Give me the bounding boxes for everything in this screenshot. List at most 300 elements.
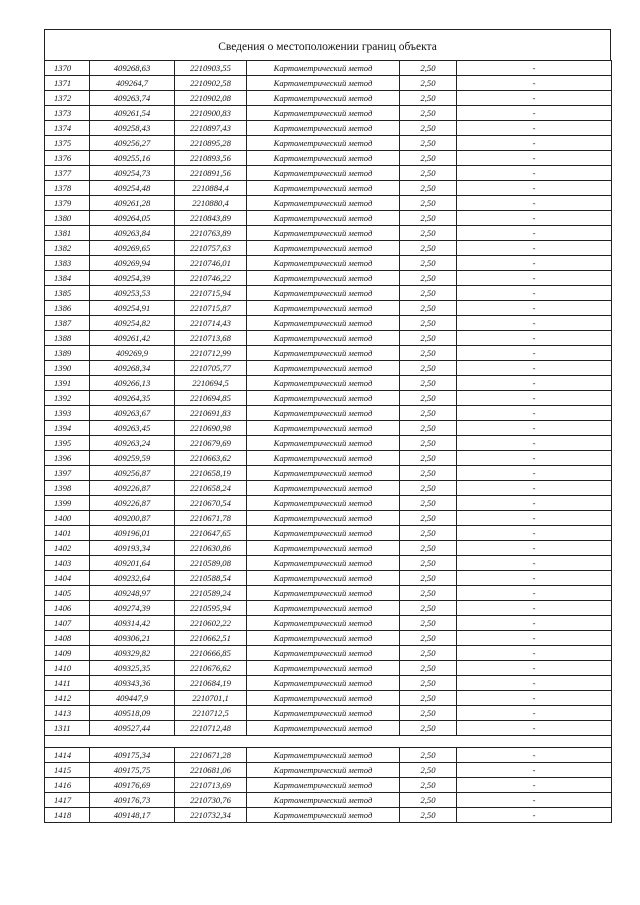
method-cell: Картометрический метод [247,541,400,556]
table-row [45,301,612,316]
x-coordinate-cell: 409196,01 [90,526,175,541]
point-number-cell: 1311 [45,721,90,736]
table-row [45,496,612,511]
x-coordinate-cell: 409176,69 [90,778,175,793]
description-cell: - [457,166,612,181]
method-cell: Картометрический метод [247,196,400,211]
table-row [45,211,612,226]
point-number-cell: 1397 [45,466,90,481]
x-coordinate-cell: 409226,87 [90,481,175,496]
y-coordinate-cell: 2210712,99 [175,346,247,361]
x-coordinate-cell: 409263,24 [90,436,175,451]
point-number-cell: 1402 [45,541,90,556]
method-cell: Картометрический метод [247,631,400,646]
x-coordinate-cell: 409263,45 [90,421,175,436]
accuracy-cell: 2,50 [400,763,457,778]
table-row [45,151,612,166]
table-row [45,346,612,361]
y-coordinate-cell: 2210903,55 [175,61,247,76]
description-cell: - [457,526,612,541]
x-coordinate-cell: 409254,39 [90,271,175,286]
accuracy-cell: 2,50 [400,778,457,793]
accuracy-cell: 2,50 [400,601,457,616]
point-number-cell: 1388 [45,331,90,346]
y-coordinate-cell: 2210694,5 [175,376,247,391]
method-cell: Картометрический метод [247,808,400,823]
x-coordinate-cell: 409254,48 [90,181,175,196]
y-coordinate-cell: 2210588,54 [175,571,247,586]
point-number-cell: 1409 [45,646,90,661]
method-cell: Картометрический метод [247,778,400,793]
accuracy-cell: 2,50 [400,166,457,181]
y-coordinate-cell: 2210647,65 [175,526,247,541]
method-cell: Картометрический метод [247,481,400,496]
accuracy-cell: 2,50 [400,748,457,763]
description-cell: - [457,406,612,421]
y-coordinate-cell: 2210658,24 [175,481,247,496]
point-number-cell: 1386 [45,301,90,316]
accuracy-cell: 2,50 [400,361,457,376]
description-cell: - [457,748,612,763]
method-cell: Картометрический метод [247,511,400,526]
accuracy-cell: 2,50 [400,406,457,421]
table-row [45,166,612,181]
point-number-cell: 1405 [45,586,90,601]
x-coordinate-cell: 409263,84 [90,226,175,241]
description-cell: - [457,721,612,736]
accuracy-cell: 2,50 [400,646,457,661]
y-coordinate-cell: 2210891,56 [175,166,247,181]
table-row [45,691,612,706]
point-number-cell: 1384 [45,271,90,286]
method-cell: Картометрический метод [247,526,400,541]
y-coordinate-cell: 2210679,69 [175,436,247,451]
table-row [45,748,612,763]
table-row [45,793,612,808]
description-cell: - [457,61,612,76]
y-coordinate-cell: 2210884,4 [175,181,247,196]
accuracy-cell: 2,50 [400,61,457,76]
table-row [45,106,612,121]
method-cell: Картометрический метод [247,466,400,481]
x-coordinate-cell: 409175,75 [90,763,175,778]
method-cell: Картометрический метод [247,421,400,436]
accuracy-cell: 2,50 [400,661,457,676]
method-cell: Картометрический метод [247,151,400,166]
point-number-cell: 1379 [45,196,90,211]
method-cell: Картометрический метод [247,793,400,808]
description-cell: - [457,76,612,91]
x-coordinate-cell: 409269,9 [90,346,175,361]
accuracy-cell: 2,50 [400,211,457,226]
description-cell: - [457,136,612,151]
description-cell: - [457,286,612,301]
method-cell: Картометрический метод [247,721,400,736]
point-number-cell: 1403 [45,556,90,571]
table-row [45,406,612,421]
y-coordinate-cell: 2210902,58 [175,76,247,91]
x-coordinate-cell: 409263,74 [90,91,175,106]
x-coordinate-cell: 409254,82 [90,316,175,331]
point-number-cell: 1414 [45,748,90,763]
description-cell: - [457,91,612,106]
table-title: Сведения о местоположении границ объекта [44,29,611,60]
x-coordinate-cell: 409264,05 [90,211,175,226]
method-cell: Картометрический метод [247,451,400,466]
description-cell: - [457,376,612,391]
y-coordinate-cell: 2210691,83 [175,406,247,421]
y-coordinate-cell: 2210713,68 [175,331,247,346]
x-coordinate-cell: 409176,73 [90,793,175,808]
description-cell: - [457,541,612,556]
table-row [45,706,612,721]
description-cell: - [457,151,612,166]
accuracy-cell: 2,50 [400,331,457,346]
x-coordinate-cell: 409261,54 [90,106,175,121]
y-coordinate-cell: 2210893,56 [175,151,247,166]
y-coordinate-cell: 2210715,87 [175,301,247,316]
x-coordinate-cell: 409226,87 [90,496,175,511]
table-row [45,91,612,106]
method-cell: Картометрический метод [247,181,400,196]
table-row [45,808,612,823]
x-coordinate-cell: 409193,34 [90,541,175,556]
x-coordinate-cell: 409256,87 [90,466,175,481]
table-row [45,451,612,466]
y-coordinate-cell: 2210714,43 [175,316,247,331]
accuracy-cell: 2,50 [400,511,457,526]
point-number-cell: 1372 [45,91,90,106]
method-cell: Картометрический метод [247,763,400,778]
y-coordinate-cell: 2210900,83 [175,106,247,121]
point-number-cell: 1383 [45,256,90,271]
table-row [45,136,612,151]
point-number-cell: 1410 [45,661,90,676]
section-gap-row [45,736,612,748]
x-coordinate-cell: 409269,94 [90,256,175,271]
method-cell: Картометрический метод [247,706,400,721]
accuracy-cell: 2,50 [400,571,457,586]
table-row [45,421,612,436]
accuracy-cell: 2,50 [400,301,457,316]
accuracy-cell: 2,50 [400,526,457,541]
x-coordinate-cell: 409518,09 [90,706,175,721]
point-number-cell: 1375 [45,136,90,151]
y-coordinate-cell: 2210730,76 [175,793,247,808]
x-coordinate-cell: 409329,82 [90,646,175,661]
table-row [45,586,612,601]
method-cell: Картометрический метод [247,136,400,151]
point-number-cell: 1407 [45,616,90,631]
method-cell: Картометрический метод [247,748,400,763]
table-row [45,511,612,526]
method-cell: Картометрический метод [247,586,400,601]
y-coordinate-cell: 2210589,24 [175,586,247,601]
x-coordinate-cell: 409266,13 [90,376,175,391]
point-number-cell: 1408 [45,631,90,646]
table-row [45,541,612,556]
accuracy-cell: 2,50 [400,616,457,631]
method-cell: Картометрический метод [247,241,400,256]
accuracy-cell: 2,50 [400,256,457,271]
description-cell: - [457,631,612,646]
accuracy-cell: 2,50 [400,76,457,91]
point-number-cell: 1385 [45,286,90,301]
accuracy-cell: 2,50 [400,241,457,256]
method-cell: Картометрический метод [247,256,400,271]
accuracy-cell: 2,50 [400,91,457,106]
y-coordinate-cell: 2210595,94 [175,601,247,616]
point-number-cell: 1404 [45,571,90,586]
x-coordinate-cell: 409258,43 [90,121,175,136]
y-coordinate-cell: 2210589,08 [175,556,247,571]
coordinates-table [44,60,612,823]
x-coordinate-cell: 409255,16 [90,151,175,166]
point-number-cell: 1373 [45,106,90,121]
method-cell: Картометрический метод [247,391,400,406]
description-cell: - [457,496,612,511]
table-row [45,241,612,256]
description-cell: - [457,256,612,271]
table-row [45,286,612,301]
accuracy-cell: 2,50 [400,586,457,601]
description-cell: - [457,226,612,241]
y-coordinate-cell: 2210670,54 [175,496,247,511]
table-row [45,331,612,346]
method-cell: Картометрический метод [247,91,400,106]
description-cell: - [457,778,612,793]
accuracy-cell: 2,50 [400,706,457,721]
description-cell: - [457,763,612,778]
table-row [45,361,612,376]
method-cell: Картометрический метод [247,676,400,691]
y-coordinate-cell: 2210663,62 [175,451,247,466]
method-cell: Картометрический метод [247,61,400,76]
description-cell: - [457,646,612,661]
method-cell: Картометрический метод [247,556,400,571]
description-cell: - [457,331,612,346]
point-number-cell: 1392 [45,391,90,406]
y-coordinate-cell: 2210746,01 [175,256,247,271]
x-coordinate-cell: 409175,34 [90,748,175,763]
point-number-cell: 1387 [45,316,90,331]
table-row [45,571,612,586]
x-coordinate-cell: 409274,39 [90,601,175,616]
description-cell: - [457,571,612,586]
accuracy-cell: 2,50 [400,121,457,136]
table-row [45,676,612,691]
table-row [45,526,612,541]
point-number-cell: 1400 [45,511,90,526]
method-cell: Картометрический метод [247,691,400,706]
x-coordinate-cell: 409264,35 [90,391,175,406]
description-cell: - [457,271,612,286]
table-row [45,316,612,331]
description-cell: - [457,616,612,631]
point-number-cell: 1378 [45,181,90,196]
accuracy-cell: 2,50 [400,151,457,166]
point-number-cell: 1418 [45,808,90,823]
method-cell: Картометрический метод [247,346,400,361]
accuracy-cell: 2,50 [400,196,457,211]
accuracy-cell: 2,50 [400,676,457,691]
table-row [45,556,612,571]
table-row [45,256,612,271]
description-cell: - [457,481,612,496]
x-coordinate-cell: 409253,53 [90,286,175,301]
description-cell: - [457,211,612,226]
description-cell: - [457,196,612,211]
point-number-cell: 1377 [45,166,90,181]
point-number-cell: 1406 [45,601,90,616]
document [44,29,611,823]
description-cell: - [457,511,612,526]
method-cell: Картометрический метод [247,211,400,226]
method-cell: Картометрический метод [247,646,400,661]
x-coordinate-cell: 409447,9 [90,691,175,706]
x-coordinate-cell: 409200,87 [90,511,175,526]
y-coordinate-cell: 2210671,78 [175,511,247,526]
point-number-cell: 1376 [45,151,90,166]
table-row [45,466,612,481]
point-number-cell: 1396 [45,451,90,466]
accuracy-cell: 2,50 [400,436,457,451]
x-coordinate-cell: 409269,65 [90,241,175,256]
y-coordinate-cell: 2210694,85 [175,391,247,406]
point-number-cell: 1398 [45,481,90,496]
description-cell: - [457,241,612,256]
table-row [45,61,612,76]
description-cell: - [457,301,612,316]
accuracy-cell: 2,50 [400,721,457,736]
x-coordinate-cell: 409261,42 [90,331,175,346]
table-row [45,616,612,631]
method-cell: Картометрический метод [247,76,400,91]
accuracy-cell: 2,50 [400,271,457,286]
x-coordinate-cell: 409263,67 [90,406,175,421]
method-cell: Картометрический метод [247,166,400,181]
point-number-cell: 1371 [45,76,90,91]
table-row [45,391,612,406]
accuracy-cell: 2,50 [400,556,457,571]
accuracy-cell: 2,50 [400,391,457,406]
accuracy-cell: 2,50 [400,451,457,466]
point-number-cell: 1381 [45,226,90,241]
table-row [45,181,612,196]
table-row [45,271,612,286]
x-coordinate-cell: 409254,91 [90,301,175,316]
accuracy-cell: 2,50 [400,481,457,496]
x-coordinate-cell: 409259,59 [90,451,175,466]
y-coordinate-cell: 2210666,85 [175,646,247,661]
description-cell: - [457,106,612,121]
x-coordinate-cell: 409268,63 [90,61,175,76]
description-cell: - [457,361,612,376]
description-cell: - [457,691,612,706]
point-number-cell: 1390 [45,361,90,376]
x-coordinate-cell: 409201,64 [90,556,175,571]
description-cell: - [457,421,612,436]
accuracy-cell: 2,50 [400,346,457,361]
method-cell: Картометрический метод [247,106,400,121]
table-row [45,601,612,616]
point-number-cell: 1389 [45,346,90,361]
description-cell: - [457,181,612,196]
x-coordinate-cell: 409148,17 [90,808,175,823]
point-number-cell: 1413 [45,706,90,721]
method-cell: Картометрический метод [247,301,400,316]
y-coordinate-cell: 2210658,19 [175,466,247,481]
x-coordinate-cell: 409268,34 [90,361,175,376]
y-coordinate-cell: 2210715,94 [175,286,247,301]
table-row [45,763,612,778]
point-number-cell: 1380 [45,211,90,226]
point-number-cell: 1391 [45,376,90,391]
table-row [45,436,612,451]
point-number-cell: 1401 [45,526,90,541]
description-cell: - [457,706,612,721]
y-coordinate-cell: 2210602,22 [175,616,247,631]
point-number-cell: 1415 [45,763,90,778]
description-cell: - [457,466,612,481]
x-coordinate-cell: 409261,28 [90,196,175,211]
method-cell: Картометрический метод [247,121,400,136]
description-cell: - [457,391,612,406]
x-coordinate-cell: 409325,35 [90,661,175,676]
method-cell: Картометрический метод [247,406,400,421]
table-row [45,721,612,736]
method-cell: Картометрический метод [247,601,400,616]
y-coordinate-cell: 2210690,98 [175,421,247,436]
y-coordinate-cell: 2210681,06 [175,763,247,778]
method-cell: Картометрический метод [247,271,400,286]
y-coordinate-cell: 2210843,89 [175,211,247,226]
x-coordinate-cell: 409254,73 [90,166,175,181]
table-row [45,121,612,136]
method-cell: Картометрический метод [247,616,400,631]
method-cell: Картометрический метод [247,661,400,676]
y-coordinate-cell: 2210757,63 [175,241,247,256]
description-cell: - [457,556,612,571]
x-coordinate-cell: 409248,97 [90,586,175,601]
method-cell: Картометрический метод [247,571,400,586]
accuracy-cell: 2,50 [400,691,457,706]
accuracy-cell: 2,50 [400,226,457,241]
y-coordinate-cell: 2210705,77 [175,361,247,376]
point-number-cell: 1412 [45,691,90,706]
method-cell: Картометрический метод [247,316,400,331]
accuracy-cell: 2,50 [400,106,457,121]
x-coordinate-cell: 409232,64 [90,571,175,586]
point-number-cell: 1370 [45,61,90,76]
accuracy-cell: 2,50 [400,466,457,481]
table-row [45,76,612,91]
y-coordinate-cell: 2210630,86 [175,541,247,556]
y-coordinate-cell: 2210712,48 [175,721,247,736]
y-coordinate-cell: 2210897,43 [175,121,247,136]
y-coordinate-cell: 2210662,51 [175,631,247,646]
point-number-cell: 1394 [45,421,90,436]
method-cell: Картометрический метод [247,376,400,391]
description-cell: - [457,601,612,616]
y-coordinate-cell: 2210701,1 [175,691,247,706]
method-cell: Картометрический метод [247,436,400,451]
y-coordinate-cell: 2210732,34 [175,808,247,823]
table-row [45,778,612,793]
description-cell: - [457,586,612,601]
y-coordinate-cell: 2210763,89 [175,226,247,241]
method-cell: Картометрический метод [247,331,400,346]
